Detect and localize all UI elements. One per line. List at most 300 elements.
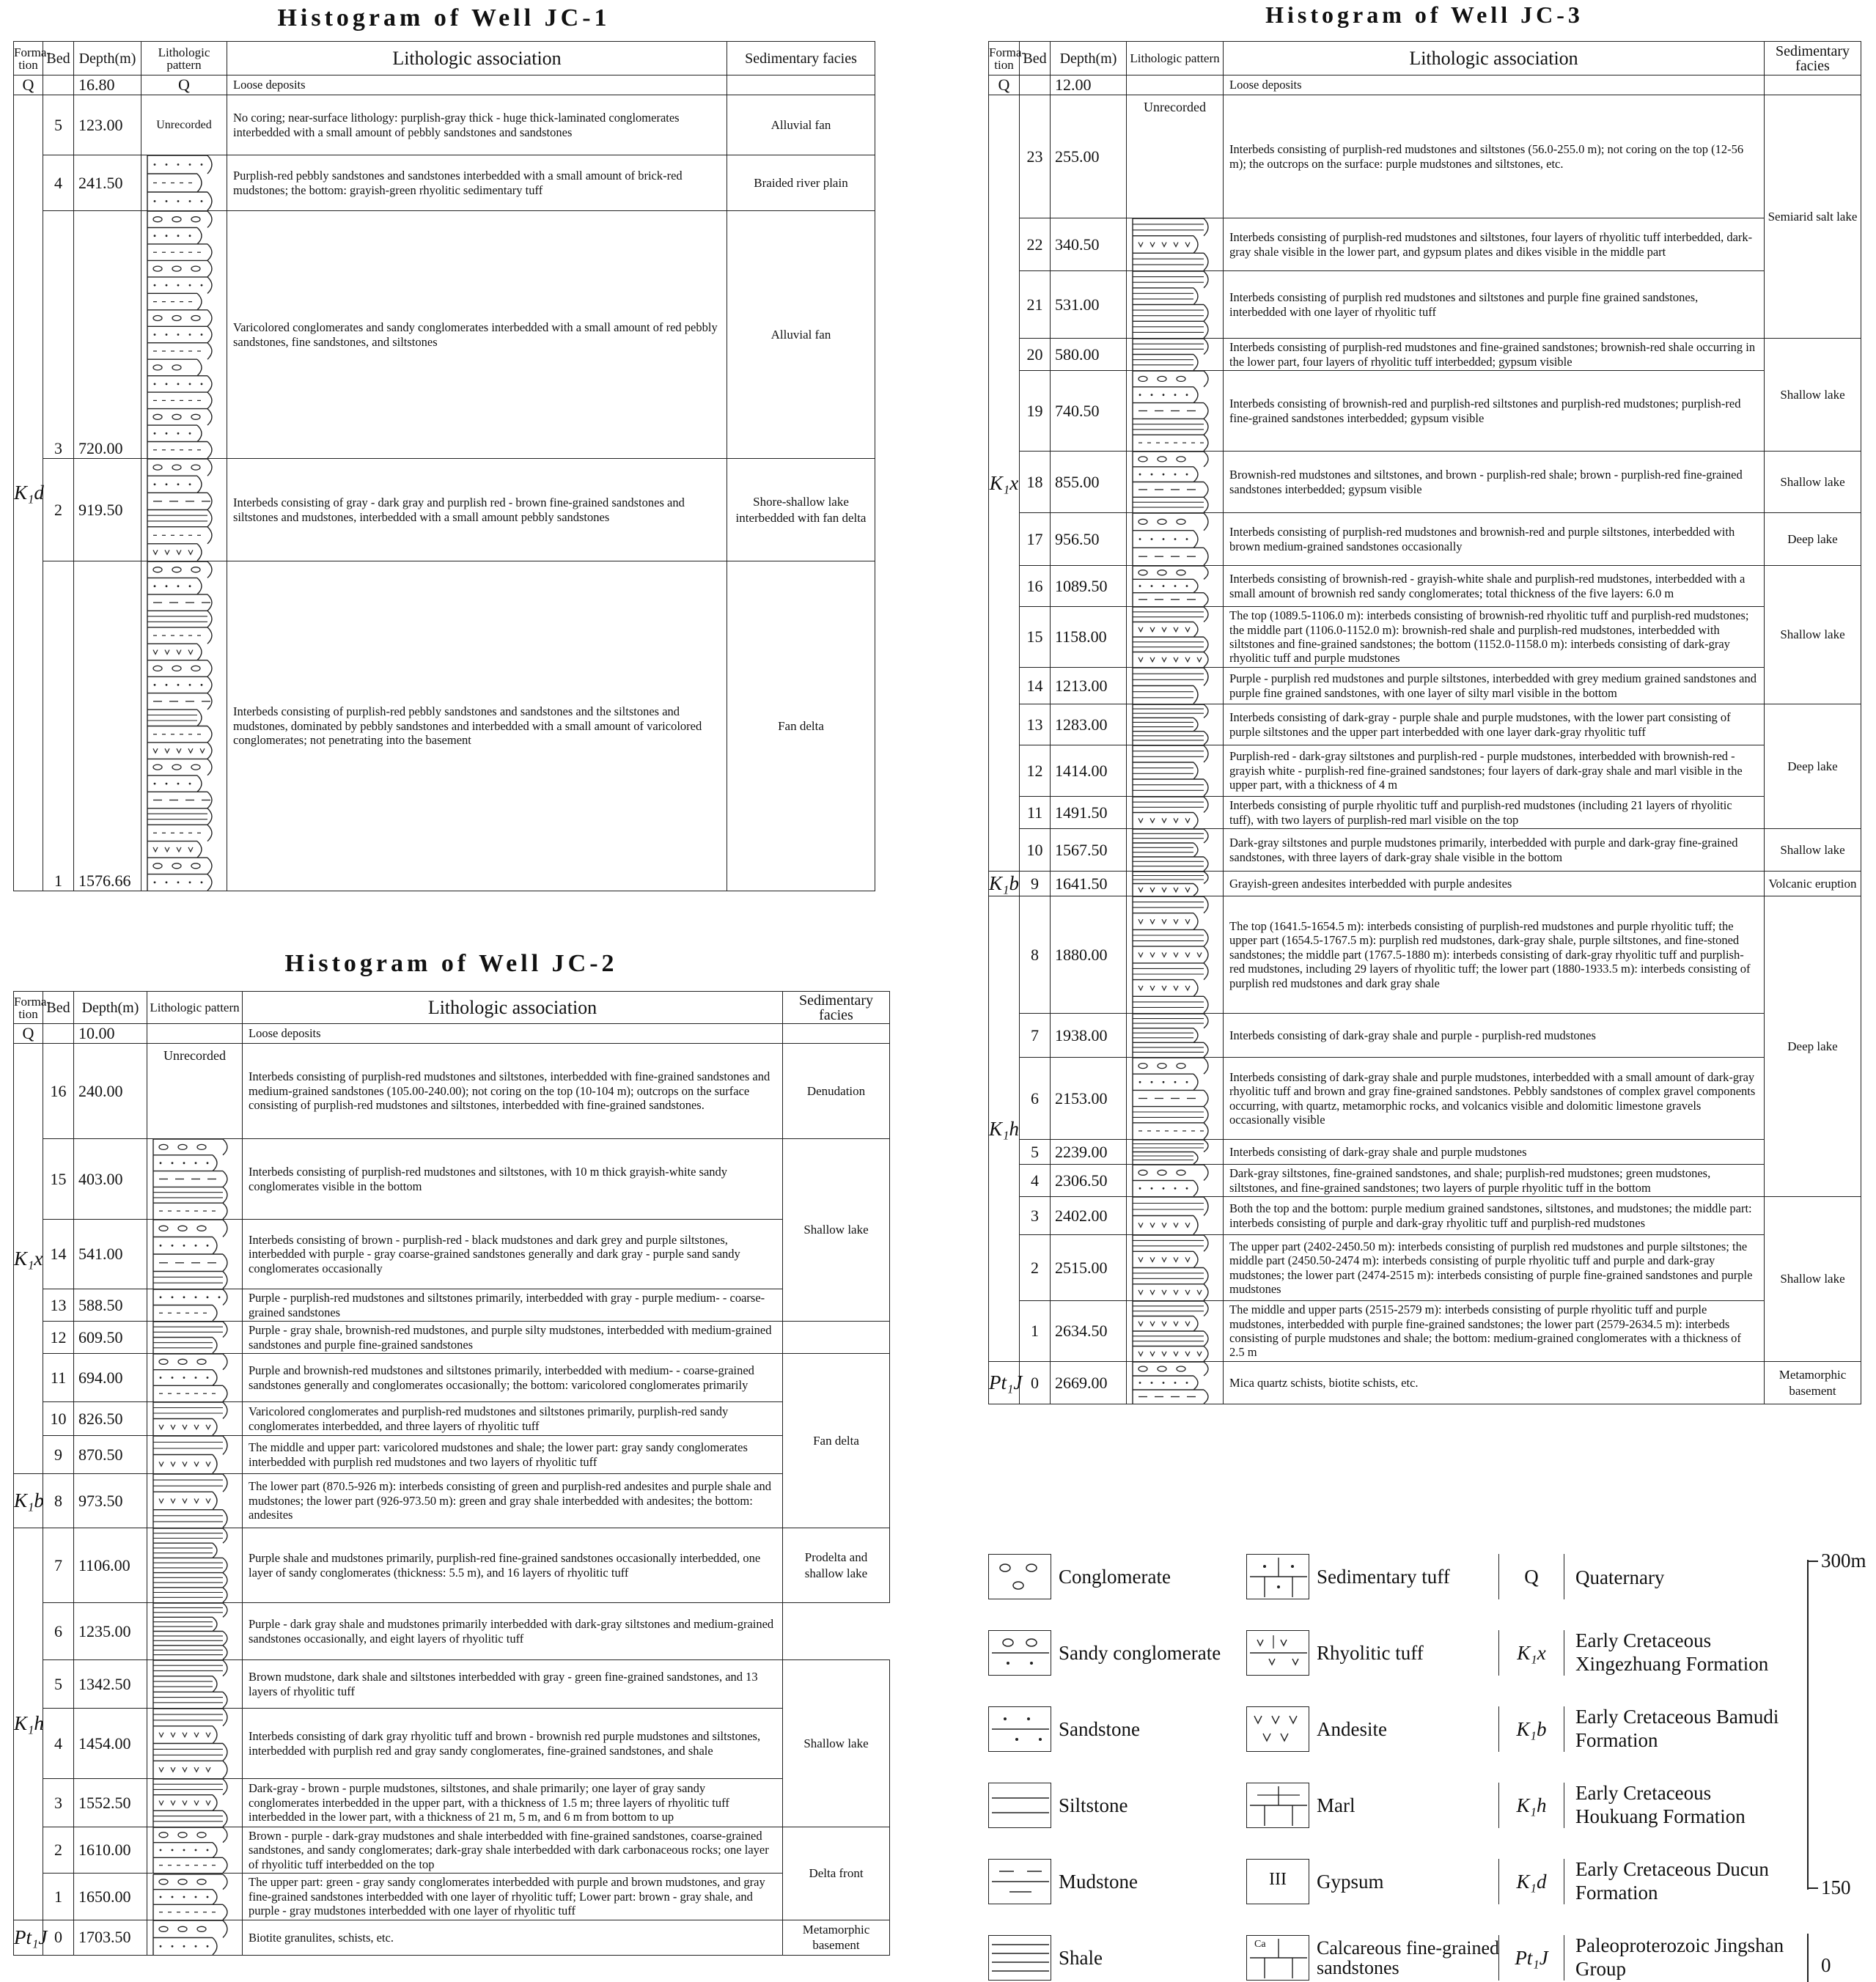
depth-top: 12.00 xyxy=(1051,75,1127,95)
facies-text: Shallow lake xyxy=(1765,339,1861,452)
formation-name: Early Cretaceous Bamudi Formation xyxy=(1575,1706,1779,1752)
depth-value: 1938.00 xyxy=(1051,1014,1127,1058)
header-bed: Bed xyxy=(43,42,74,75)
lithology-column xyxy=(1127,1235,1224,1301)
depth-value: 1283.00 xyxy=(1051,704,1127,745)
depth-value: 1106.00 xyxy=(74,1528,147,1603)
bed-number: 0 xyxy=(1020,1362,1051,1404)
conglomerate-pattern-icon xyxy=(988,1554,1051,1599)
legend-formation xyxy=(1498,1859,1792,1904)
bed-number: 6 xyxy=(43,1603,74,1660)
formation-code: K₁d xyxy=(14,95,43,891)
legend xyxy=(988,1554,1876,1982)
bed-number: 11 xyxy=(1020,797,1051,829)
lithology-column xyxy=(147,1827,243,1874)
lithology-column xyxy=(1127,745,1224,797)
lithology-text: Purple - gray shale, brownish-red mudstones, and purple silty mudstones, interbedded with medium-grained sandstones and purple fine-grained sandstones xyxy=(243,1322,783,1354)
lithology-text: Interbeds consisting of dark gray rhyolitic tuff and brown - brownish red purple mudstones and siltstones, interbedded with purplish red and gray sandy conglomerates, fine-grained sandstones, and shale xyxy=(243,1709,783,1779)
legend-label: Conglomerate xyxy=(1059,1565,1171,1588)
formation-code: K₁x xyxy=(14,1044,43,1474)
depth-value: 973.50 xyxy=(74,1474,147,1528)
lithology-text: Purple - dark gray shale and mudstones primarily interbedded with dark-gray siltstones and medium-grained sandstones occasionally, and eight layers of rhyolitic tuff xyxy=(243,1603,783,1660)
facies-text: Volcanic eruption xyxy=(1765,872,1861,896)
well-jc2-panel xyxy=(13,946,889,1982)
legend-item-siltstone xyxy=(988,1783,1230,1828)
depth-value: 855.00 xyxy=(1051,452,1127,513)
formation-code: K₁x xyxy=(989,95,1020,872)
depth-value: 720.00 xyxy=(74,211,141,459)
lithology-column xyxy=(1127,829,1224,872)
header-lithology: Lithologic association xyxy=(1224,42,1765,75)
formation-name: Early Cretaceous Houkuang Formation xyxy=(1575,1782,1746,1828)
rhyolitic-tuff-pattern-icon xyxy=(1246,1630,1309,1676)
pattern-unrecorded: Unrecorded xyxy=(147,1044,243,1139)
facies-text: Shallow lake xyxy=(783,1139,890,1322)
lithology-text: Purple - purplish red mudstones and purple siltstones, interbedded with grey medium grained sandstones and purple fine grained sandstones, with one layer of silty marl visible in the bottom xyxy=(1224,668,1765,704)
bed-number: 5 xyxy=(43,95,74,155)
lithology-text: No coring; near-surface lithology: purplish-gray thick - huge thick-laminated conglomerates interbedded with a small amount of pebbly sandstones and sandstones xyxy=(227,95,727,155)
pattern-q: Q xyxy=(141,75,227,95)
legend-label: Shale xyxy=(1059,1946,1103,1969)
lithology-column xyxy=(147,1474,243,1528)
header-depth: Depth(m) xyxy=(1051,42,1127,75)
lithology-column xyxy=(1127,1140,1224,1165)
bed-number: 22 xyxy=(1020,218,1051,271)
bed-number: 5 xyxy=(1020,1140,1051,1165)
header-depth: Depth(m) xyxy=(74,42,141,75)
bed-number: 12 xyxy=(43,1322,74,1354)
lithology-column xyxy=(1127,668,1224,704)
facies-text: Metamorphic basement xyxy=(1765,1362,1861,1404)
legend-item-shale xyxy=(988,1935,1230,1981)
bed-number: 15 xyxy=(43,1139,74,1220)
facies-text: Fan delta xyxy=(783,1354,890,1528)
bed-number: 2 xyxy=(1020,1235,1051,1301)
lithology-column xyxy=(147,1709,243,1779)
lithology-text: Dark-gray siltstones, fine-grained sandstones, and shale; purplish-red mudstones; green mudstones, siltstones, and fine-grained sandstones; two layers of purple rhyolitic tuff in the bottom xyxy=(1224,1165,1765,1197)
bed-number: 23 xyxy=(1020,95,1051,218)
lithology-text: Interbeds consisting of dark-gray shale and purple - purplish-red mudstones xyxy=(1224,1014,1765,1058)
depth-value: 2306.50 xyxy=(1051,1165,1127,1197)
lithology-text: The lower part (870.5-926 m): interbeds consisting of green and purplish-red andesites and purple shale and mudstones; the lower part (926-973.50 m): green and gray shale interbedded with andesites; the bottom: andesites xyxy=(243,1474,783,1528)
lithology-text: Interbeds consisting of purplish-red mudstones and fine-grained sandstones; brownish-red shale occurring in the lower part, four layers of rhyolitic tuff interbedded; gypsum visible xyxy=(1224,339,1765,371)
lithology-text: Interbeds consisting of purplish-red mudstones and brownish-red and purple siltstones, interbedded with brown medium-grained sandstones occasionally xyxy=(1224,513,1765,566)
depth-value: 1414.00 xyxy=(1051,745,1127,797)
bed-number: 3 xyxy=(43,211,74,459)
lithology-column xyxy=(1127,371,1224,452)
bed-number: 4 xyxy=(43,155,74,211)
bed-number: 16 xyxy=(1020,566,1051,607)
legend-label: Siltstone xyxy=(1059,1794,1128,1816)
lithology-text: Dark-gray siltstones and purple mudstones primarily, interbedded with purple and dark-gray fine-grained sandstones, with three layers of dark-gray shale visible in the bottom xyxy=(1224,829,1765,872)
bed-number: 10 xyxy=(43,1402,74,1436)
depth-value: 2634.50 xyxy=(1051,1301,1127,1362)
bed-number: 2 xyxy=(43,1827,74,1874)
scale-top-label: 300m xyxy=(1821,1550,1866,1572)
well-jc2-title: Histogram of Well JC-2 xyxy=(284,950,618,977)
depth-value: 1641.50 xyxy=(1051,872,1127,896)
depth-value: 1342.50 xyxy=(74,1660,147,1709)
lithology-text: Both the top and the bottom: purple medium grained sandstones, siltstones, and mudstones; the middle part: interbeds consisting of purple and dark-gray rhyolitic tuff and purplish-red mudstones xyxy=(1224,1197,1765,1235)
lithology-top: Loose deposits xyxy=(1224,75,1765,95)
bed-number: 3 xyxy=(1020,1197,1051,1235)
legend-label: Sandstone xyxy=(1059,1717,1140,1740)
facies-text: Delta front xyxy=(783,1827,890,1920)
facies-text: Metamorphic basement xyxy=(783,1920,890,1955)
bed-number: 9 xyxy=(43,1436,74,1474)
bed-number: 6 xyxy=(1020,1058,1051,1140)
depth-value: 403.00 xyxy=(74,1139,147,1220)
bed-number: 20 xyxy=(1020,339,1051,371)
lithology-column xyxy=(141,561,227,891)
facies-text xyxy=(783,1322,890,1354)
depth-value: 531.00 xyxy=(1051,271,1127,339)
lithology-column xyxy=(1127,1197,1224,1235)
depth-value: 2239.00 xyxy=(1051,1140,1127,1165)
legend-label: Marl xyxy=(1317,1794,1355,1816)
bed-number: 7 xyxy=(1020,1014,1051,1058)
legend-item-calcareous-sandstone xyxy=(1246,1935,1500,1981)
lithology-column xyxy=(141,459,227,561)
depth-value: 580.00 xyxy=(1051,339,1127,371)
lithology-column xyxy=(147,1139,243,1220)
bed-number: 11 xyxy=(43,1354,74,1402)
legend-item-sedimentary-tuff xyxy=(1246,1554,1488,1599)
header-facies: Sedimentary facies xyxy=(1765,42,1861,75)
depth-value: 1213.00 xyxy=(1051,668,1127,704)
facies-text: Semiarid salt lake xyxy=(1765,95,1861,339)
depth-value: 1158.00 xyxy=(1051,607,1127,668)
facies-text: Deep lake xyxy=(1765,513,1861,566)
facies-text: Shore-shallow lake interbedded with fan delta xyxy=(727,459,875,561)
lithology-column xyxy=(147,1603,243,1660)
legend-label: Rhyolitic tuff xyxy=(1317,1641,1424,1664)
legend-item-andesite xyxy=(1246,1706,1488,1752)
bed-number: 16 xyxy=(43,1044,74,1139)
bed-number: 15 xyxy=(1020,607,1051,668)
legend-item-marl xyxy=(1246,1783,1488,1828)
lithology-column xyxy=(141,211,227,459)
formation-code: K₁h xyxy=(14,1528,43,1920)
depth-value: 694.00 xyxy=(74,1354,147,1402)
formation-code: Pt₁J xyxy=(1499,1935,1564,1981)
gypsum-symbol: III xyxy=(1269,1870,1287,1889)
depth-value: 1703.50 xyxy=(74,1920,147,1955)
legend-label: Sandy conglomerate xyxy=(1059,1641,1221,1664)
bed-number: 18 xyxy=(1020,452,1051,513)
header-pattern: Lithologic pattern xyxy=(141,42,227,75)
scale-bottom-label: 0 xyxy=(1821,1954,1831,1976)
lithology-column xyxy=(1127,271,1224,339)
depth-value: 870.50 xyxy=(74,1436,147,1474)
lithology-text: Interbeds consisting of purplish-red mudstones and siltstones, with 10 m thick grayish-white sandy conglomerates visible in the bottom xyxy=(243,1139,783,1220)
lithology-text: Interbeds consisting of dark-gray shale and purple mudstones, interbedded with a small amount of dark-gray rhyolitic tuff and brown and gray fine-grained sandstones. Pebbly sandstones of complex gravel components occurring, with quartz, metamorphic rocks, and volcanics visible and dolomitic limestone gravels occasionally visible xyxy=(1224,1058,1765,1140)
lithology-text: Mica quartz schists, biotite schists, etc. xyxy=(1224,1362,1765,1404)
facies-text: Shallow lake xyxy=(783,1660,890,1827)
lithology-top: Loose deposits xyxy=(227,75,727,95)
depth-value: 740.50 xyxy=(1051,371,1127,452)
lithology-column xyxy=(1127,452,1224,513)
bed-number: 7 xyxy=(43,1528,74,1603)
header-pattern: Lithologic pattern xyxy=(147,992,243,1024)
lithology-text: Purple shale and mudstones primarily, purplish-red fine-grained sandstones occasionally interbedded, one layer of sandy conglomerates (thickness: 5.5 m), and 16 layers of rhyolitic tuff xyxy=(243,1528,783,1603)
lithology-text: Interbeds consisting of purplish-red pebbly sandstones and sandstones and the siltstones and mudstones, dominated by pebbly sandstones and interbedded with a small amount of varicolored conglomerates; not penetrating into the basement xyxy=(227,561,727,891)
lithology-text: The middle and upper part: varicolored mudstones and shale; the lower part: gray sandy conglomerates interbedded with purplish red mudstones and two layers of rhyolitic tuff xyxy=(243,1436,783,1474)
lithology-text: Brown - purple - dark-gray mudstones and shale interbedded with fine-grained sandstones, coarse-grained sandstones, and sandy conglomerates; dark-gray shale interbedded with dark carbonaceous rocks; one layer of rhyolitic tuff interbedded on the top xyxy=(243,1827,783,1874)
depth-value: 123.00 xyxy=(74,95,141,155)
formation-code: Pt₁J xyxy=(989,1362,1020,1404)
facies-text: Deep lake xyxy=(1765,704,1861,829)
pattern-unrecorded: Unrecorded xyxy=(141,95,227,155)
bed-number: 5 xyxy=(43,1660,74,1709)
sandy-conglomerate-pattern-icon xyxy=(988,1630,1051,1676)
lithology-column xyxy=(1127,607,1224,668)
depth-value: 541.00 xyxy=(74,1220,147,1289)
legend-label: Calcareous fine-grained sandstones xyxy=(1317,1937,1500,1978)
lithology-text: Purplish-red pebbly sandstones and sandstones interbedded with a small amount of brick-red mudstones; the bottom: grayish-green rhyolitic sedimentary tuff xyxy=(227,155,727,211)
legend-formation xyxy=(1498,1706,1792,1752)
lithology-column xyxy=(147,1289,243,1322)
depth-value: 1567.50 xyxy=(1051,829,1127,872)
facies-text: Shallow lake xyxy=(1765,452,1861,513)
legend-item-rhyolitic-tuff xyxy=(1246,1630,1488,1676)
formation-code: K₁h xyxy=(989,896,1020,1362)
header-facies: Sedimentary facies xyxy=(783,992,890,1024)
formation-name: Early Cretaceous Ducun Formation xyxy=(1575,1858,1769,1904)
formation-name: Early Cretaceous Xingezhuang Formation xyxy=(1575,1629,1769,1676)
depth-value: 1650.00 xyxy=(74,1874,147,1920)
lithology-text: Varicolored conglomerates and purplish-red mudstones and siltstones primarily, purplish-red sandy conglomerates interbedded, and three layers of rhyolitic tuff xyxy=(243,1402,783,1436)
well-jc3-title: Histogram of Well JC-3 xyxy=(1265,1,1583,28)
header-lithology: Lithologic association xyxy=(243,992,783,1024)
lithology-column xyxy=(147,1322,243,1354)
depth-value: 609.50 xyxy=(74,1322,147,1354)
facies-text: Fan delta xyxy=(727,561,875,891)
lithology-column xyxy=(1127,339,1224,371)
facies-text: Braided river plain xyxy=(727,155,875,211)
formation-code: Pt₁J xyxy=(14,1920,43,1955)
lithology-text: The top (1641.5-1654.5 m): interbeds consisting of purplish-red mudstones and purple rhyolitic tuff; the upper part (1654.5-1767.5 m): purplish red mudstones, dark-gray shale, purple siltstones, and fine-stoned sandstones; the middle part (1767.5-1880 m): interbeds consisting of dark-gray rhyolitic tuff and purplish-red mudstones, including 29 layers of rhyolitic tuff; the lower part (1880-1933.5 m): interbeds consisting of purplish red mudstones and dark gray shale xyxy=(1224,896,1765,1014)
formation-code: Q xyxy=(1499,1554,1564,1599)
lithology-column xyxy=(1127,566,1224,607)
facies-text: Shallow lake xyxy=(1765,1197,1861,1362)
sandstone-pattern-icon xyxy=(988,1706,1051,1752)
legend-formation xyxy=(1498,1783,1792,1828)
calcareous-symbol: Ca xyxy=(1254,1939,1266,1950)
bed-number: 1 xyxy=(43,561,74,891)
lithology-column xyxy=(147,1220,243,1289)
lithology-text: Purplish-red - dark-gray siltstones and purplish-red - purple mudstones, interbedded with brownish-red - grayish white - purplish-red fine-grained sandstones; four layers of dark-gray shale and marl visible in the upper part, with a thickness of 4 m xyxy=(1224,745,1765,797)
pattern-unrecorded: Unrecorded xyxy=(1127,95,1224,218)
formation-code: K₁x xyxy=(1499,1630,1564,1676)
depth-value: 2669.00 xyxy=(1051,1362,1127,1404)
lithology-text: Interbeds consisting of purple rhyolitic tuff and purplish-red mudstones (including 21 layers of rhyolitic tuff), with two layers of purplish-red marl visible on the top xyxy=(1224,797,1765,829)
well-jc3-table xyxy=(988,41,1861,1404)
formation-code-q: Q xyxy=(14,75,43,95)
bed-number: 14 xyxy=(43,1220,74,1289)
bed-number: 4 xyxy=(1020,1165,1051,1197)
lithology-text: Interbeds consisting of purplish-red mudstones and siltstones, four layers of rhyolitic tuff interbedded, dark-gray shale visible in the lower part, and gypsum plates and dikes visible in the middle part xyxy=(1224,218,1765,271)
legend-item-gypsum xyxy=(1246,1859,1488,1904)
legend-item-sandstone xyxy=(988,1706,1230,1752)
lithology-text: Brownish-red mudstones and siltstones, and brown - purplish-red shale; brown - purplish-red fine-grained sandstones interbedded; gypsum visible xyxy=(1224,452,1765,513)
formation-code-q: Q xyxy=(989,75,1020,95)
bed-number: 8 xyxy=(43,1474,74,1528)
lithology-column xyxy=(1127,1058,1224,1140)
lithology-text: Interbeds consisting of purplish-red mudstones and siltstones, interbedded with fine-grained sandstones and medium-grained sandstones (105.00-240.00); not coring on the top (10-104 m); outcrops on the surface consisting of purplish-red mudstones and siltstones, interbedded with fine-grained sandstones. xyxy=(243,1044,783,1139)
lithology-text: Dark-gray - brown - purple mudstones, siltstones, and shale primarily; one layer of gray sandy conglomerates interbedded in the upper part, with a thickness of 1.5 m; three layers of rhyolitic tuff interbedded in the lower part, with a thickness of 21 m, 5 m, and 6 m from bottom to up xyxy=(243,1779,783,1827)
header-facies: Sedimentary facies xyxy=(727,42,875,75)
depth-value: 1089.50 xyxy=(1051,566,1127,607)
legend-label: Andesite xyxy=(1317,1717,1387,1740)
lithology-text: Interbeds consisting of brownish-red and purplish-red siltstones and purplish-red mudstones; purplish-red fine-grained sandstones interbedded; gypsum visible xyxy=(1224,371,1765,452)
bed-number: 2 xyxy=(43,459,74,561)
lithology-text: Interbeds consisting of brown - purplish-red - black mudstones and dark grey and purple siltstones, interbedded with purple - gray coarse-grained sandstones generally and dark gray - purple sand sandy conglomerates occasionally xyxy=(243,1220,783,1289)
lithology-text: The upper part: green - gray sandy conglomerates interbedded with purple and brown mudstones, and gray fine-grained sandstones interbedded with one layer of rhyolitic tuff; Lower part: brown - gray shale, and purple - gray mudstones interbedded with one layer of rhyolitic tuff xyxy=(243,1874,783,1920)
lithology-column xyxy=(1127,218,1224,271)
depth-value: 2402.00 xyxy=(1051,1197,1127,1235)
lithology-text: Interbeds consisting of brownish-red - grayish-white shale and purplish-red mudstones, interbedded with a small amount of brownish red sandy conglomerates; total thickness of the five layers: 6.0 m xyxy=(1224,566,1765,607)
formation-code: K₁d xyxy=(1499,1859,1564,1904)
facies-text: Alluvial fan xyxy=(727,95,875,155)
facies-text: Shallow lake xyxy=(1765,829,1861,872)
formation-code: K₁b xyxy=(14,1474,43,1528)
depth-value: 1454.00 xyxy=(74,1709,147,1779)
depth-value: 956.50 xyxy=(1051,513,1127,566)
depth-value: 1235.00 xyxy=(74,1603,147,1660)
depth-value: 826.50 xyxy=(74,1402,147,1436)
depth-value: 241.50 xyxy=(74,155,141,211)
bed-number: 9 xyxy=(1020,872,1051,896)
lithology-text: The upper part (2402-2450.50 m): interbeds consisting of purplish red mudstones and purple siltstones; the middle part (2450.50-2474 m): interbeds consisting of purple rhyolitic tuff and purple and dark-gray mudstones; the lower part (2474-2515 m): interbeds consisting of purple fine-grained sandstones and purple mudstones xyxy=(1224,1235,1765,1301)
formation-code: K₁b xyxy=(989,872,1020,896)
lithology-column xyxy=(1127,704,1224,745)
formation-code: K₁b xyxy=(1499,1706,1564,1752)
legend-item-mudstone xyxy=(988,1859,1230,1904)
bed-number: 3 xyxy=(43,1779,74,1827)
lithology-column xyxy=(1127,872,1224,896)
lithology-text: Interbeds consisting of purplish-red mudstones and siltstones (56.0-255.0 m); not coring on the top (12-56 m); the outcrops on the surface: purple mudstones and siltstones, etc. xyxy=(1224,95,1765,218)
bed-number: 13 xyxy=(1020,704,1051,745)
depth-scale-bar xyxy=(1802,1550,1875,1982)
bed-number: 1 xyxy=(1020,1301,1051,1362)
lithology-column xyxy=(1127,1301,1224,1362)
bed-number: 14 xyxy=(1020,668,1051,704)
lithology-column xyxy=(147,1402,243,1436)
legend-formation xyxy=(1498,1554,1792,1599)
siltstone-pattern-icon xyxy=(988,1783,1051,1828)
shale-pattern-icon xyxy=(988,1935,1051,1981)
lithology-text: Purple and brownish-red mudstones and siltstones primarily, interbedded with medium- - coarse-grained sandstones generally and conglomerates occasionally; the bottom: varicolored conglomerates primarily xyxy=(243,1354,783,1402)
facies-text: Shallow lake xyxy=(1765,566,1861,704)
lithology-top: Loose deposits xyxy=(243,1024,783,1044)
depth-value: 1552.50 xyxy=(74,1779,147,1827)
lithology-column xyxy=(147,1874,243,1920)
lithology-text: Purple - purplish-red mudstones and siltstones primarily, interbedded with gray - purple medium- - coarse-grained sandstones xyxy=(243,1289,783,1322)
facies-text: Alluvial fan xyxy=(727,211,875,459)
header-bed: Bed xyxy=(1020,42,1051,75)
lithology-column xyxy=(1127,896,1224,1014)
lithology-column xyxy=(1127,513,1224,566)
bed-number: 4 xyxy=(43,1709,74,1779)
lithology-column xyxy=(147,1436,243,1474)
lithology-text: Interbeds consisting of dark-gray - purple shale and purple mudstones, with the lower part consisting of purple siltstones and the upper part interbedded with one layer dark-gray rhyolitic tuff xyxy=(1224,704,1765,745)
formation-name: Quaternary xyxy=(1575,1566,1665,1588)
bed-number: 10 xyxy=(1020,829,1051,872)
facies-text: Denudation xyxy=(783,1044,890,1139)
scale-mid-label: 150 xyxy=(1821,1876,1851,1898)
lithology-column xyxy=(1127,797,1224,829)
lithology-text: Interbeds consisting of purplish red mudstones and siltstones and purple fine grained sandstones, interbedded with one layer of rhyolitic tuff xyxy=(1224,271,1765,339)
depth-value: 1491.50 xyxy=(1051,797,1127,829)
header-formation: Forma-tion xyxy=(14,42,43,75)
depth-value: 340.50 xyxy=(1051,218,1127,271)
legend-label: Gypsum xyxy=(1317,1870,1384,1893)
legend-formation xyxy=(1498,1935,1792,1981)
bed-number: 13 xyxy=(43,1289,74,1322)
depth-value: 919.50 xyxy=(74,459,141,561)
lithology-text: Interbeds consisting of gray - dark gray and purplish red - brown fine-grained sandstones and siltstones and mudstones, interbedded with a small amount pebbly sandstones xyxy=(227,459,727,561)
depth-value: 2515.00 xyxy=(1051,1235,1127,1301)
header-bed: Bed xyxy=(43,992,74,1024)
bed-number: 21 xyxy=(1020,271,1051,339)
legend-label: Mudstone xyxy=(1059,1870,1138,1893)
lithology-column xyxy=(1127,1014,1224,1058)
well-jc3-panel xyxy=(988,0,1861,1525)
legend-label: Sedimentary tuff xyxy=(1317,1565,1450,1588)
bed-number: 0 xyxy=(43,1920,74,1955)
depth-top: 16.80 xyxy=(74,75,141,95)
facies-text: Deep lake xyxy=(1765,896,1861,1197)
mudstone-pattern-icon xyxy=(988,1859,1051,1904)
formation-code-q: Q xyxy=(14,1024,43,1044)
lithology-column xyxy=(1127,1165,1224,1197)
bed-number: 1 xyxy=(43,1874,74,1920)
depth-value: 240.00 xyxy=(74,1044,147,1139)
lithology-text: The middle and upper parts (2515-2579 m): interbeds consisting of purple rhyolitic tuff and purple mudstones, interbedded with purple fine-grained sandstones; the lower part (2579-2634.5 m): interbeds consisting of purple mudstones and shale; the bottom: medium-grained conglomerates with a thickness of 2.5 m xyxy=(1224,1301,1765,1362)
well-jc1-title: Histogram of Well JC-1 xyxy=(277,4,611,32)
lithology-text: Interbeds consisting of dark-gray shale and purple mudstones xyxy=(1224,1140,1765,1165)
andesite-pattern-icon xyxy=(1246,1706,1309,1752)
lithology-column xyxy=(147,1528,243,1603)
lithology-text: The top (1089.5-1106.0 m): interbeds consisting of brownish-red rhyolitic tuff and purplish-red mudstones; the middle part (1106.0-1152.0 m): brownish-red shale and purplish-red mudstones, interbedded with siltstones and fine-grained sandstones; the bottom (1152.0-1158.0 m): interbeds consisting of dark-gray rhyolitic tuff and purple mudstones xyxy=(1224,607,1765,668)
bed-number: 17 xyxy=(1020,513,1051,566)
facies-text: Prodelta and shallow lake xyxy=(783,1528,890,1603)
lithology-column xyxy=(147,1354,243,1402)
lithology-column xyxy=(141,155,227,211)
depth-top: 10.00 xyxy=(74,1024,147,1044)
header-depth: Depth(m) xyxy=(74,992,147,1024)
legend-item-sandy-conglomerate xyxy=(988,1630,1230,1676)
header-lithology: Lithologic association xyxy=(227,42,727,75)
depth-value: 2153.00 xyxy=(1051,1058,1127,1140)
sedimentary-tuff-pattern-icon xyxy=(1246,1554,1309,1599)
lithology-text: Brown mudstone, dark shale and siltstones interbedded with gray - green fine-grained sandstones, and 13 layers of rhyolitic tuff xyxy=(243,1660,783,1709)
lithology-column xyxy=(147,1660,243,1709)
lithology-text: Varicolored conglomerates and sandy conglomerates interbedded with a small amount of red pebbly sandstones, fine sandstones, and siltstones xyxy=(227,211,727,459)
depth-value: 588.50 xyxy=(74,1289,147,1322)
lithology-text: Biotite granulites, schists, etc. xyxy=(243,1920,783,1955)
gypsum-pattern-icon xyxy=(1246,1859,1309,1904)
calcareous-sandstone-pattern-icon xyxy=(1246,1935,1309,1981)
header-formation: Forma-tion xyxy=(14,992,43,1024)
depth-value: 1610.00 xyxy=(74,1827,147,1874)
depth-value: 1880.00 xyxy=(1051,896,1127,1014)
depth-value: 255.00 xyxy=(1051,95,1127,218)
depth-value: 1576.66 xyxy=(74,561,141,891)
legend-formation xyxy=(1498,1630,1792,1676)
lithology-column xyxy=(1127,1362,1224,1404)
